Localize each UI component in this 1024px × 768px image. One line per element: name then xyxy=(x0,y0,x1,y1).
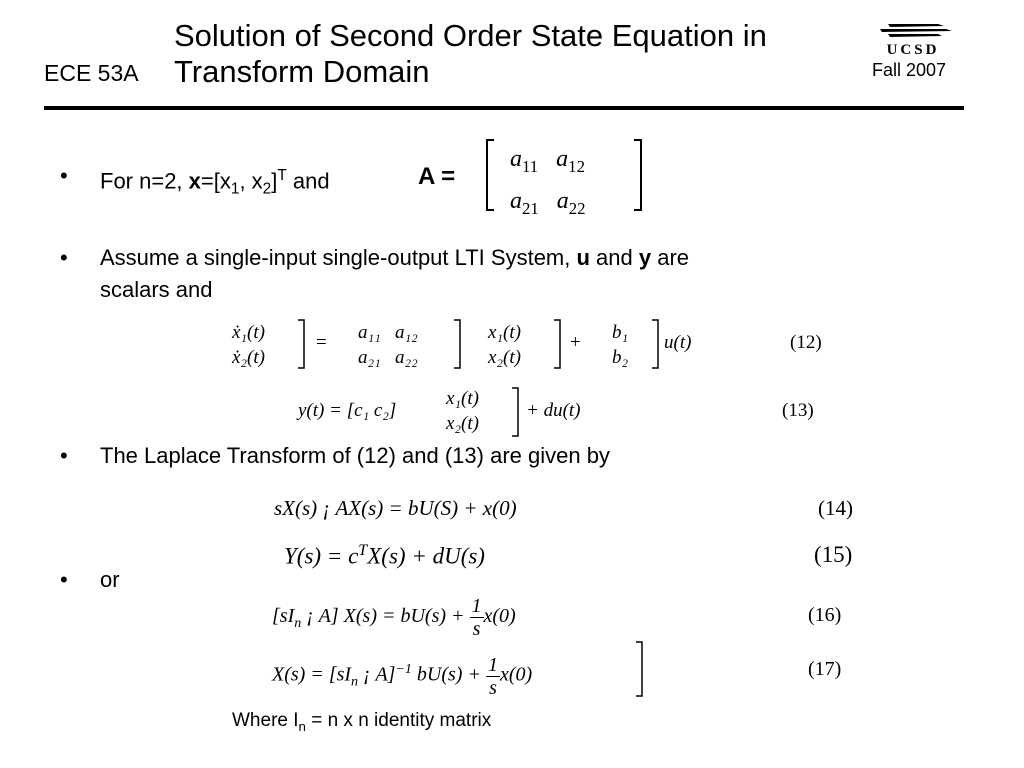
eq17-number: (17) xyxy=(808,658,842,680)
identity-footnote xyxy=(232,710,491,734)
eq16-part-c: x(0) xyxy=(483,605,516,627)
bullet-2-line-2: scalars and xyxy=(100,277,213,302)
eq16-frac-num: 1 xyxy=(471,594,482,617)
eq16-number: (16) xyxy=(808,604,842,626)
a11: a xyxy=(510,146,522,172)
bullet-1-sup: T xyxy=(277,167,287,184)
a-matrix-left-bracket xyxy=(484,138,496,212)
eq15-part-b: X(s) + dU(s) xyxy=(367,543,485,569)
eq12-a-matrix xyxy=(358,320,418,370)
eq17-part-c: bU(s) + xyxy=(411,663,486,686)
course-label: ECE 53A xyxy=(44,60,139,86)
eq13-rhs: + du(t) xyxy=(526,400,581,421)
bullet-1-text-a: For n=2, xyxy=(100,168,189,194)
eq17-part-d: x(0) xyxy=(499,663,533,686)
footnote-part-a: Where I xyxy=(232,710,299,731)
eq15-sup: T xyxy=(358,542,368,559)
slide-title xyxy=(174,18,767,90)
bullet-marker-1: • xyxy=(60,163,68,188)
logo-text: UCSD xyxy=(886,42,940,58)
title-line-2: Transform Domain xyxy=(174,54,430,89)
bullet-4: or xyxy=(100,567,120,592)
title-line-1: Solution of Second Order State Equation in xyxy=(174,18,767,53)
a-matrix-right-bracket xyxy=(632,138,644,212)
eq12-equals: = xyxy=(316,332,327,353)
eq12-x2: x₂(t) xyxy=(488,347,521,368)
bullet-1-text-e: and xyxy=(286,168,330,194)
bullet-2-text-b: and xyxy=(589,245,639,270)
eq12-x1dot: ẋ₁(t) xyxy=(232,322,265,343)
bullet-3: The Laplace Transform of (12) and (13) are given by xyxy=(100,443,610,468)
eq16-sub: n xyxy=(294,616,302,631)
bullet-2-text-a: Assume a single-input single-output LTI System, xyxy=(100,245,577,270)
eq12-lhs-bracket xyxy=(296,318,306,370)
bullet-1-text-d: ] xyxy=(271,168,278,194)
eq12-plus: + xyxy=(570,332,581,353)
a22: a xyxy=(556,187,569,214)
eq16-part-a: [sI xyxy=(272,605,295,627)
eq16 xyxy=(272,590,516,650)
eq12-a22: a₂₂ xyxy=(394,347,418,368)
eq17 xyxy=(272,644,532,709)
eq12-b-vector xyxy=(612,320,628,370)
eq13-lhs: y(t) = [c₁ c₂] xyxy=(298,400,397,421)
eq14 xyxy=(274,496,517,521)
eq12-a21: a₂₁ xyxy=(358,347,381,368)
eq16-fraction xyxy=(470,595,484,640)
header-divider xyxy=(44,106,964,110)
eq12-lhs xyxy=(232,320,265,370)
eq12-a12: a₁₂ xyxy=(394,322,418,343)
eq16-part-b: ¡ A] X(s) = bU(s) + xyxy=(301,605,470,627)
eq12-u: u(t) xyxy=(664,332,692,353)
footnote-part-b: = n x n identity matrix xyxy=(305,710,492,731)
eq17-part-a: X(s) = [sI xyxy=(272,663,352,686)
eq17-sup: −1 xyxy=(395,662,412,677)
a12: a xyxy=(556,146,569,172)
a11-sub: 11 xyxy=(522,156,539,176)
eq12-b1: b₁ xyxy=(612,322,629,343)
eq12-x-vector xyxy=(488,320,521,370)
eq12-number: (12) xyxy=(790,332,822,353)
eq17-frac-num: 1 xyxy=(487,653,498,676)
a21-sub: 21 xyxy=(522,198,539,218)
ucsd-logo-graphic xyxy=(868,20,958,60)
a-matrix-lhs xyxy=(418,158,455,192)
footnote-sub: n xyxy=(298,718,306,734)
eq17-fraction xyxy=(486,654,500,699)
eq12-x2dot: ẋ₂(t) xyxy=(232,347,265,368)
bullet-2-u: u xyxy=(576,245,590,270)
eq12-a-bracket xyxy=(452,318,462,370)
eq13-number: (13) xyxy=(782,400,814,421)
eq17-sub: n xyxy=(351,674,359,690)
bullet-2-y: y xyxy=(638,245,652,270)
bullet-2-text-c: are xyxy=(651,245,690,270)
eq15 xyxy=(284,542,485,570)
eq12-x-bracket xyxy=(552,318,562,370)
eq14-part-b: AX(s) = bU(S) + x(0) xyxy=(335,496,517,520)
eq13-x-vector xyxy=(446,386,479,436)
eq13-x-bracket xyxy=(510,386,520,438)
bullet-1-sub2: 2 xyxy=(262,180,272,198)
bullet-1-sub1: 1 xyxy=(230,180,240,198)
eq17-frac-den: s xyxy=(489,676,497,699)
eq16-frac-den: s xyxy=(472,617,481,640)
term-label: Fall 2007 xyxy=(872,60,947,80)
eq12-x1: x₁(t) xyxy=(488,322,521,343)
a-matrix-entries xyxy=(510,142,586,226)
a-matrix-label: A = xyxy=(418,163,456,190)
ucsd-logo xyxy=(868,20,958,65)
eq17-bracket xyxy=(634,640,644,698)
eq12-a11: a₁₁ xyxy=(358,322,381,343)
a22-sub: 22 xyxy=(568,198,586,218)
bullet-marker-2: • xyxy=(60,245,68,270)
bullet-1-text-b: =[x xyxy=(200,168,231,194)
eq14-number: (14) xyxy=(818,496,853,520)
eq13-x1: x₁(t) xyxy=(446,388,479,409)
a12-sub: 12 xyxy=(568,156,585,176)
eq15-part-a: Y(s) = c xyxy=(284,543,359,569)
bullet-2 xyxy=(100,242,689,306)
bullet-1 xyxy=(100,160,330,206)
eq12-b-bracket xyxy=(650,318,660,370)
bullet-1-text-c: , x xyxy=(239,168,263,194)
bullet-marker-4: • xyxy=(60,567,68,592)
bullet-1-x: x xyxy=(188,168,201,194)
eq13-x2: x₂(t) xyxy=(446,413,479,434)
eq12-b2: b₂ xyxy=(612,347,629,368)
eq15-number: (15) xyxy=(814,542,853,567)
eq17-part-b: ¡ A] xyxy=(358,663,396,686)
bullet-marker-3: • xyxy=(60,443,68,468)
eq14-part-a: sX(s) ¡ xyxy=(274,496,336,520)
a21: a xyxy=(510,187,522,214)
